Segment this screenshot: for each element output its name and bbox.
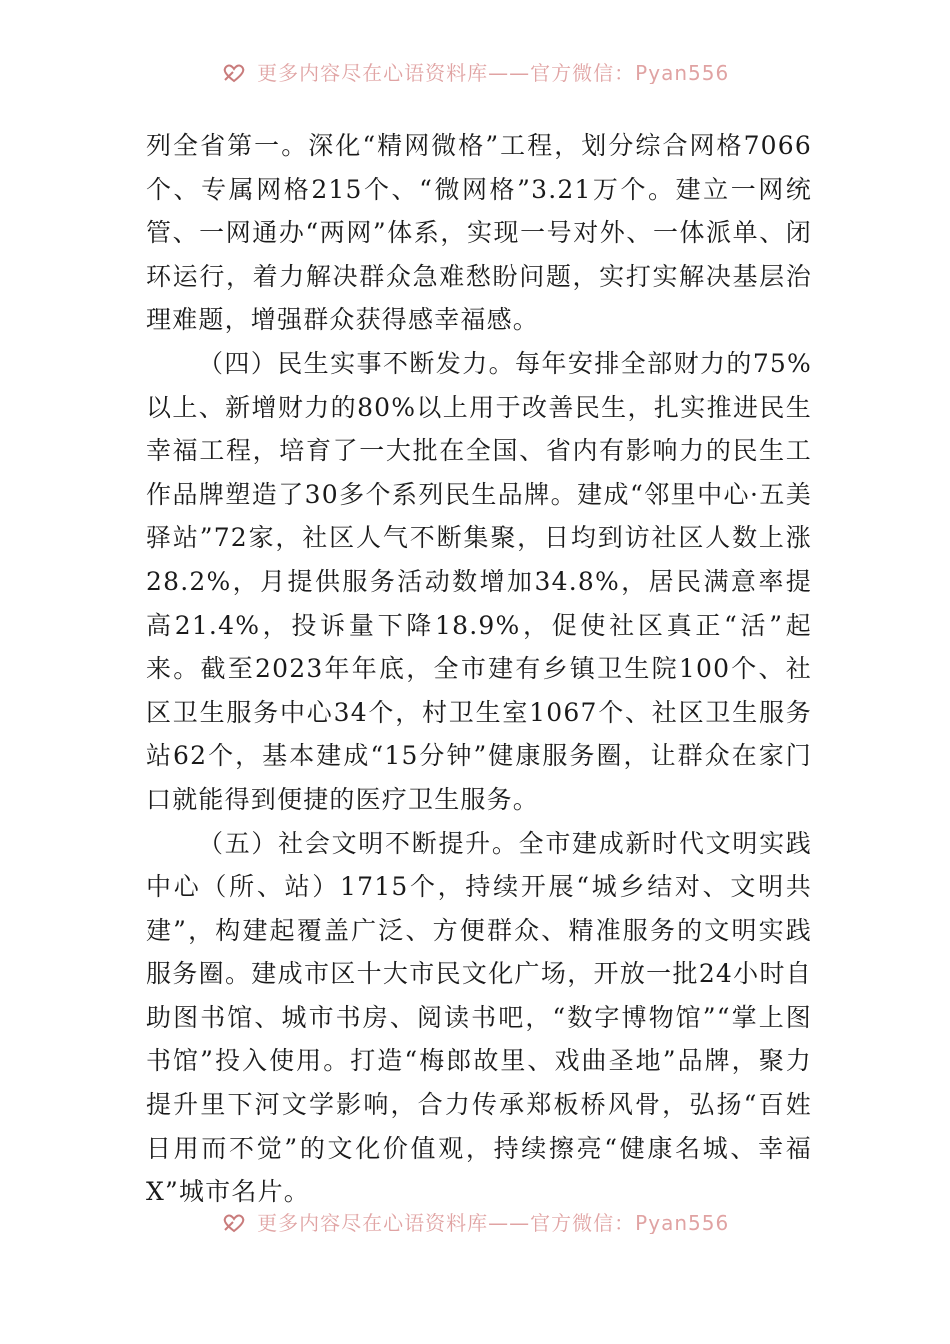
watermark-text: 更多内容尽在心语资料库——官方微信：Pyan556: [257, 1210, 730, 1234]
heart-pen-logo-icon: [221, 1212, 247, 1234]
paragraph-section-four: （四）民生实事不断发力。每年安排全部财力的75%以上、新增财力的80%以上用于改善民生，扎实推进民生幸福工程，培育了一大批在全国、省内有影响力的民生工作品牌塑造了30多个系列民生品牌。建成“邻里中心·五美驿站”72家，社区人气不断集聚，日均到访社区人数上涨28.2%，月提供服务活动数增加34.8%，居民满意率提高21.4%，投诉量下降18.9%，促使社区真正“活”起来。截至2023年年底，全市建有乡镇卫生院100个、社区卫生服务中心34个，村卫生室1067个、社区卫生服务站62个，基本建成“15分钟”健康服务圈，让群众在家门口就能得到便捷的医疗卫生服务。: [146, 348, 812, 814]
paragraph-continued: 列全省第一。深化“精网微格”工程，划分综合网格7066个、专属网格215个、“微网格”3.21万个。建立一网统管、一网通办“两网”体系，实现一号对外、一体派单、闭环运行，着力解决群众急难愁盼问题，实打实解决基层治理难题，增强群众获得感幸福感。: [146, 131, 812, 335]
heart-pen-logo-icon: [221, 62, 247, 84]
watermark-header: [0, 58, 950, 84]
watermark-text: 更多内容尽在心语资料库——官方微信：Pyan556: [257, 60, 730, 84]
document-body: [146, 124, 812, 1214]
watermark-footer: [0, 1208, 950, 1234]
paragraph-section-five: （五）社会文明不断提升。全市建成新时代文明实践中心（所、站）1715个，持续开展“城乡结对、文明共建”，构建起覆盖广泛、方便群众、精准服务的文明实践服务圈。建成市区十大市民文化广场，开放一批24小时自助图书馆、城市书房、阅读书吧，“数字博物馆”“掌上图书馆”投入使用。打造“梅郎故里、戏曲圣地”品牌，聚力提升里下河文学影响，合力传承郑板桥风骨，弘扬“百姓日用而不觉”的文化价值观，持续擦亮“健康名城、幸福X”城市名片。: [146, 828, 812, 1207]
